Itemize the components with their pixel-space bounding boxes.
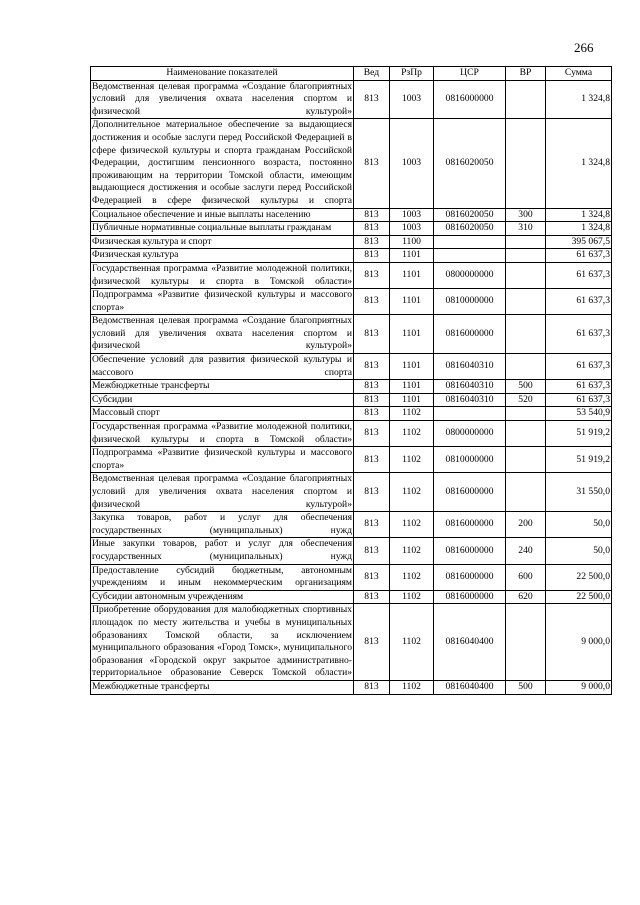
cell-name: Ведомственная целевая программа «Создание благоприятных условий для увеличения охвата населения спортом и физической культурой» xyxy=(91,80,354,119)
cell-csr: 0816000000 xyxy=(434,80,506,119)
cell-ved: 813 xyxy=(354,119,390,208)
cell-ved: 813 xyxy=(354,447,390,473)
cell-ved: 813 xyxy=(354,604,390,681)
table-row xyxy=(91,447,612,473)
cell-ved: 813 xyxy=(354,538,390,564)
cell-ved: 813 xyxy=(354,315,390,354)
cell-name: Межбюджетные трансферты xyxy=(91,380,354,394)
cell-sum: 1 324,8 xyxy=(546,222,612,236)
table-row xyxy=(91,315,612,354)
table-header-row xyxy=(91,67,612,81)
cell-rzpr: 1003 xyxy=(390,222,434,236)
cell-ved: 813 xyxy=(354,564,390,590)
cell-vr xyxy=(506,604,546,681)
cell-sum: 1 324,8 xyxy=(546,119,612,208)
table-row xyxy=(91,380,612,394)
cell-name: Государственная программа «Развитие молодежной политики, физической культуры и спорта в Томской области» xyxy=(91,262,354,288)
table-row xyxy=(91,512,612,538)
cell-vr: 600 xyxy=(506,564,546,590)
cell-rzpr: 1102 xyxy=(390,447,434,473)
cell-rzpr: 1003 xyxy=(390,80,434,119)
table-row xyxy=(91,421,612,447)
cell-rzpr: 1003 xyxy=(390,208,434,222)
cell-ved: 813 xyxy=(354,590,390,604)
cell-name: Социальное обеспечение и иные выплаты населению xyxy=(91,208,354,222)
cell-sum: 50,0 xyxy=(546,512,612,538)
cell-name: Ведомственная целевая программа «Создание благоприятных условий для увеличения охвата населения спортом и физической культурой» xyxy=(91,315,354,354)
column-header-vr: ВР xyxy=(506,67,546,81)
cell-csr: 0816000000 xyxy=(434,564,506,590)
cell-rzpr: 1101 xyxy=(390,393,434,407)
cell-vr: 200 xyxy=(506,512,546,538)
cell-vr: 520 xyxy=(506,393,546,407)
cell-name: Массовый спорт xyxy=(91,407,354,421)
cell-csr: 0816040400 xyxy=(434,604,506,681)
cell-vr xyxy=(506,421,546,447)
cell-rzpr: 1102 xyxy=(390,512,434,538)
column-header-name: Наименование показателей xyxy=(91,67,354,81)
cell-rzpr: 1102 xyxy=(390,473,434,512)
cell-csr: 0816000000 xyxy=(434,512,506,538)
cell-ved: 813 xyxy=(354,289,390,315)
cell-name: Государственная программа «Развитие молодежной политики, физической культуры и спорта в Томской области» xyxy=(91,421,354,447)
cell-vr xyxy=(506,235,546,249)
cell-rzpr: 1101 xyxy=(390,249,434,263)
cell-rzpr: 1102 xyxy=(390,538,434,564)
cell-name: Публичные нормативные социальные выплаты гражданам xyxy=(91,222,354,236)
cell-rzpr: 1101 xyxy=(390,380,434,394)
cell-sum: 22 500,0 xyxy=(546,590,612,604)
table-row xyxy=(91,262,612,288)
cell-name: Иные закупки товаров, работ и услуг для обеспечения государственных (муниципальных) нужд xyxy=(91,538,354,564)
cell-csr: 0800000000 xyxy=(434,421,506,447)
cell-rzpr: 1101 xyxy=(390,315,434,354)
cell-ved: 813 xyxy=(354,380,390,394)
cell-csr: 0816020050 xyxy=(434,119,506,208)
cell-name: Субсидии автономным учреждениям xyxy=(91,590,354,604)
cell-ved: 813 xyxy=(354,262,390,288)
cell-ved: 813 xyxy=(354,421,390,447)
cell-vr xyxy=(506,315,546,354)
budget-table xyxy=(90,66,612,695)
cell-sum: 51 919,2 xyxy=(546,447,612,473)
cell-rzpr: 1102 xyxy=(390,604,434,681)
cell-vr: 500 xyxy=(506,680,546,694)
table-row xyxy=(91,538,612,564)
cell-name: Дополнительное материальное обеспечение за выдающиеся достижения и особые заслуги перед Российской Федерацией в сфере физической культуры и спорта гражданам Российской Федерации, достигшим пенсионного возраста, постоянно проживающим на территории Томской области, имеющим выдающиеся достижения и особые заслуги перед Российской Федерацией в сфере физической культуры и спорта xyxy=(91,119,354,208)
cell-sum: 1 324,8 xyxy=(546,80,612,119)
cell-rzpr: 1102 xyxy=(390,590,434,604)
cell-sum: 61 637,3 xyxy=(546,262,612,288)
cell-csr: 0800000000 xyxy=(434,262,506,288)
cell-name: Субсидии xyxy=(91,393,354,407)
cell-name: Физическая культура и спорт xyxy=(91,235,354,249)
cell-rzpr: 1102 xyxy=(390,407,434,421)
cell-csr: 0816040310 xyxy=(434,393,506,407)
cell-sum: 51 919,2 xyxy=(546,421,612,447)
cell-rzpr: 1101 xyxy=(390,262,434,288)
cell-rzpr: 1003 xyxy=(390,119,434,208)
cell-ved: 813 xyxy=(354,407,390,421)
cell-name: Физическая культура xyxy=(91,249,354,263)
table-row xyxy=(91,235,612,249)
cell-vr: 240 xyxy=(506,538,546,564)
page-number: 266 xyxy=(574,40,594,55)
table-body xyxy=(91,80,612,694)
table-row xyxy=(91,393,612,407)
cell-vr xyxy=(506,262,546,288)
table-row xyxy=(91,222,612,236)
cell-csr: 0816000000 xyxy=(434,590,506,604)
table-row xyxy=(91,473,612,512)
cell-name: Предоставление субсидий бюджетным, автономным учреждениям и иным некоммерческим организациям xyxy=(91,564,354,590)
cell-sum: 22 500,0 xyxy=(546,564,612,590)
cell-name: Обеспечение условий для развития физической культуры и массового спорта xyxy=(91,354,354,380)
cell-vr: 310 xyxy=(506,222,546,236)
cell-vr: 500 xyxy=(506,380,546,394)
cell-ved: 813 xyxy=(354,680,390,694)
cell-ved: 813 xyxy=(354,249,390,263)
table-row xyxy=(91,590,612,604)
cell-sum: 61 637,3 xyxy=(546,393,612,407)
cell-name: Закупка товаров, работ и услуг для обеспечения государственных (муниципальных) нужд xyxy=(91,512,354,538)
cell-csr: 0816000000 xyxy=(434,315,506,354)
table-row xyxy=(91,564,612,590)
cell-csr: 0816000000 xyxy=(434,538,506,564)
table-row xyxy=(91,208,612,222)
cell-vr xyxy=(506,407,546,421)
cell-csr: 0810000000 xyxy=(434,447,506,473)
cell-rzpr: 1102 xyxy=(390,564,434,590)
cell-name: Приобретение оборудования для малобюджетных спортивных площадок по месту жительства и учебы в муниципальных образованиях Томской области, за исключением муниципального образования «Город Томск», муниципального образования «Городской округ закрытое административно-территориальное образование Северск Томской области» xyxy=(91,604,354,681)
cell-sum: 61 637,3 xyxy=(546,315,612,354)
table-row xyxy=(91,119,612,208)
cell-vr xyxy=(506,289,546,315)
cell-name: Ведомственная целевая программа «Создание благоприятных условий для увеличения охвата населения спортом и физической культурой» xyxy=(91,473,354,512)
cell-sum: 1 324,8 xyxy=(546,208,612,222)
cell-ved: 813 xyxy=(354,208,390,222)
cell-sum: 53 540,9 xyxy=(546,407,612,421)
cell-vr xyxy=(506,447,546,473)
cell-csr: 0816040310 xyxy=(434,380,506,394)
cell-csr xyxy=(434,407,506,421)
cell-csr: 0816020050 xyxy=(434,208,506,222)
table-row xyxy=(91,354,612,380)
table-row xyxy=(91,249,612,263)
cell-sum: 61 637,3 xyxy=(546,249,612,263)
cell-vr: 620 xyxy=(506,590,546,604)
cell-vr xyxy=(506,473,546,512)
cell-sum: 61 637,3 xyxy=(546,354,612,380)
cell-rzpr: 1100 xyxy=(390,235,434,249)
table-row xyxy=(91,407,612,421)
cell-sum: 61 637,3 xyxy=(546,289,612,315)
cell-csr: 0810000000 xyxy=(434,289,506,315)
cell-csr: 0816040310 xyxy=(434,354,506,380)
cell-rzpr: 1102 xyxy=(390,680,434,694)
column-header-csr: ЦСР xyxy=(434,67,506,81)
cell-sum: 9 000,0 xyxy=(546,680,612,694)
cell-ved: 813 xyxy=(354,222,390,236)
cell-ved: 813 xyxy=(354,512,390,538)
cell-sum: 61 637,3 xyxy=(546,380,612,394)
cell-sum: 31 550,0 xyxy=(546,473,612,512)
cell-name: Межбюджетные трансферты xyxy=(91,680,354,694)
cell-vr xyxy=(506,80,546,119)
cell-csr xyxy=(434,235,506,249)
table-row xyxy=(91,604,612,681)
column-header-ved: Вед xyxy=(354,67,390,81)
cell-vr xyxy=(506,354,546,380)
cell-ved: 813 xyxy=(354,473,390,512)
cell-vr xyxy=(506,249,546,263)
table-row xyxy=(91,80,612,119)
cell-sum: 395 067,5 xyxy=(546,235,612,249)
cell-ved: 813 xyxy=(354,235,390,249)
cell-rzpr: 1101 xyxy=(390,354,434,380)
cell-rzpr: 1101 xyxy=(390,289,434,315)
cell-csr: 0816020050 xyxy=(434,222,506,236)
table-row xyxy=(91,289,612,315)
cell-csr: 0816040400 xyxy=(434,680,506,694)
column-header-sum: Сумма xyxy=(546,67,612,81)
cell-csr: 0816000000 xyxy=(434,473,506,512)
cell-csr xyxy=(434,249,506,263)
cell-vr xyxy=(506,119,546,208)
cell-vr: 300 xyxy=(506,208,546,222)
cell-ved: 813 xyxy=(354,393,390,407)
cell-rzpr: 1102 xyxy=(390,421,434,447)
cell-ved: 813 xyxy=(354,354,390,380)
cell-ved: 813 xyxy=(354,80,390,119)
cell-sum: 50,0 xyxy=(546,538,612,564)
cell-name: Подпрограмма «Развитие физической культуры и массового спорта» xyxy=(91,289,354,315)
cell-sum: 9 000,0 xyxy=(546,604,612,681)
column-header-rzpr: РзПр xyxy=(390,67,434,81)
cell-name: Подпрограмма «Развитие физической культуры и массового спорта» xyxy=(91,447,354,473)
table-row xyxy=(91,680,612,694)
